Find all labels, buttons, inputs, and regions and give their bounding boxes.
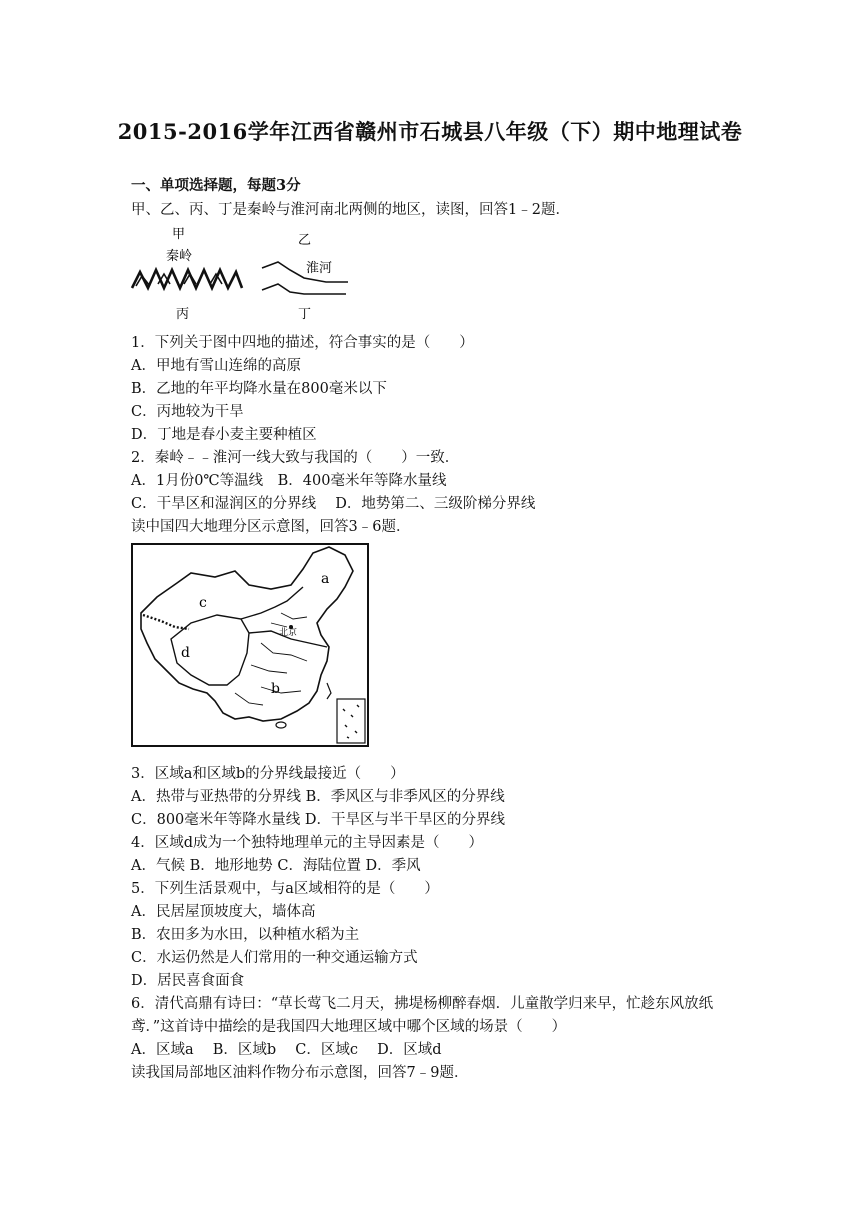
label-ding: 丁 bbox=[298, 307, 312, 322]
region-a-label: a bbox=[321, 571, 330, 587]
question-4-options: A．气候 B．地形地势 C．海陆位置 D．季风 bbox=[131, 858, 421, 874]
region-b-label: b bbox=[271, 681, 280, 697]
question-2-options-ab: A．1月份0℃等温线 B．400毫米年等降水量线 bbox=[131, 473, 447, 489]
map-frame bbox=[132, 544, 368, 746]
question-3-options-ab: A．热带与亚热带的分界线 B．季风区与非季风区的分界线 bbox=[131, 789, 505, 805]
huaihe-river bbox=[262, 262, 348, 282]
section-heading: 一、单项选择题，每题3分 bbox=[131, 177, 301, 194]
page-title: 2015-2016学年江西省赣州市石城县八年级（下）期中地理试卷 bbox=[117, 119, 743, 144]
question-5-option-a: A．民居屋顶坡度大，墙体高 bbox=[131, 904, 316, 920]
question-3-options-cd: C．800毫米年等降水量线 D．干旱区与半干旱区的分界线 bbox=[131, 812, 506, 828]
question-6-stem-line2: 鸢．”这首诗中描绘的是我国四大地理区域中哪个区域的场景（ ） bbox=[131, 1019, 567, 1035]
label-huaihe: 淮河 bbox=[306, 261, 333, 276]
question-4-stem: 4．区域d成为一个独特地理单元的主导因素是（ ） bbox=[131, 835, 484, 851]
intro-q7-9: 读我国局部地区油料作物分布示意图，回答7﹣9题． bbox=[131, 1065, 469, 1081]
question-3-stem: 3．区域a和区域b的分界线最接近（ ） bbox=[131, 766, 405, 782]
question-1-option-c: C．丙地较为干旱 bbox=[131, 404, 244, 420]
region-d-label: d bbox=[181, 645, 190, 661]
question-1-option-b: B．乙地的年平均降水量在800毫米以下 bbox=[131, 381, 387, 397]
question-5-option-d: D．居民喜食面食 bbox=[131, 973, 245, 989]
intro-q3-6: 读中国四大地理分区示意图，回答3﹣6题． bbox=[131, 519, 411, 535]
south-sea-inset bbox=[337, 699, 365, 743]
label-qinling: 秦岭 bbox=[166, 249, 193, 264]
question-1-option-a: A．甲地有雪山连绵的高原 bbox=[131, 358, 301, 374]
question-5-option-b: B．农田多为水田，以种植水稻为主 bbox=[131, 927, 360, 943]
question-6-stem-line1: 6．清代高鼎有诗曰：“草长莺飞二月天，拂堤杨柳醉春烟．儿童散学归来早，忙趁东风放纸 bbox=[131, 996, 714, 1012]
intro-q1-2: 甲、乙、丙、丁是秦岭与淮河南北两侧的地区，读图，回答1﹣2题． bbox=[131, 202, 570, 218]
qinling-huaihe-figure bbox=[128, 222, 358, 322]
label-bing: 丙 bbox=[176, 307, 190, 322]
label-yi: 乙 bbox=[298, 233, 312, 248]
question-5-option-c: C．水运仍然是人们常用的一种交通运输方式 bbox=[131, 950, 418, 966]
question-2-stem: 2．秦岭﹣﹣淮河一线大致与我国的（ ）一致． bbox=[131, 450, 460, 466]
question-2-options-cd: C．干旱区和湿润区的分界线 D．地势第二、三级阶梯分界线 bbox=[131, 496, 536, 512]
question-1-option-d: D．丁地是春小麦主要种植区 bbox=[131, 427, 317, 443]
label-beijing: 北京 bbox=[279, 628, 298, 638]
label-jia: 甲 bbox=[172, 227, 186, 242]
region-c-label: c bbox=[199, 595, 207, 611]
question-5-stem: 5．下列生活景观中，与a区域相符的是（ ） bbox=[131, 881, 439, 897]
question-6-options: A．区域a B．区域b C．区域c D．区域d bbox=[131, 1042, 442, 1058]
question-1-stem: 1．下列关于图中四地的描述，符合事实的是（ ） bbox=[131, 335, 474, 351]
china-regions-map bbox=[131, 543, 371, 749]
